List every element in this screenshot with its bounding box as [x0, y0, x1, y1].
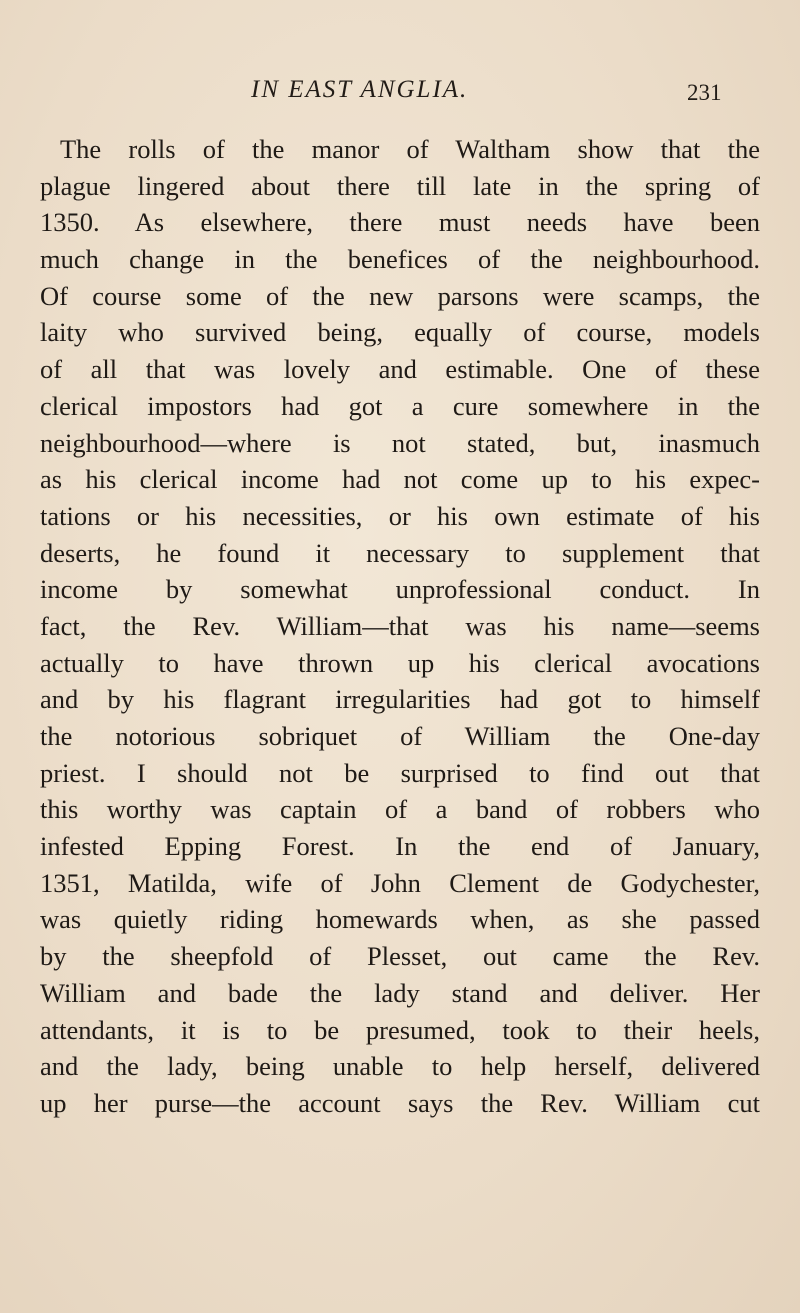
text-line: as his clerical income had not come up to his expec-: [40, 464, 760, 495]
text-line: was quietly riding homewards when, as she passed: [40, 904, 760, 935]
text-line: much change in the benefices of the neighbourhood.: [40, 244, 760, 275]
text-line: William and bade the lady stand and deliver. Her: [40, 977, 760, 1008]
text-line: and by his flagrant irregularities had got to himself: [40, 684, 760, 715]
text-line: priest. I should not be surprised to find out that: [40, 757, 760, 788]
text-line: clerical impostors had got a cure somewhere in the: [40, 390, 760, 421]
text-line: tations or his necessities, or his own estimate of his: [40, 500, 760, 531]
text-line: 1351, Matilda, wife of John Clement de Godychester,: [40, 867, 760, 898]
running-head: [0, 72, 800, 112]
text-line: laity who survived being, equally of course, models: [40, 317, 760, 348]
text-line: deserts, he found it necessary to supplement that: [40, 537, 760, 568]
text-line: and the lady, being unable to help herself, delivered: [40, 1051, 760, 1082]
page-number: 231: [687, 80, 722, 105]
text-line: neighbourhood—where is not stated, but, inasmuch: [40, 427, 760, 458]
text-line: fact, the Rev. William—that was his name—seems: [40, 610, 760, 641]
text-line: this worthy was captain of a band of robbers who: [40, 794, 760, 825]
body-text: [40, 131, 760, 1122]
text-line: The rolls of the manor of Waltham show that the: [60, 134, 760, 164]
text-line: infested Epping Forest. In the end of January,: [40, 831, 760, 862]
text-line: by the sheepfold of Plesset, out came the Rev.: [40, 941, 760, 972]
running-title: IN EAST ANGLIA.: [251, 76, 469, 103]
text-line: income by somewhat unprofessional conduct. In: [40, 574, 760, 605]
text-line: Of course some of the new parsons were scamps, the: [40, 280, 760, 311]
text-line: up her purse—the account says the Rev. William cut: [40, 1087, 760, 1118]
text-line: actually to have thrown up his clerical avocations: [40, 647, 760, 678]
text-line: the notorious sobriquet of William the One-day: [40, 721, 760, 751]
text-line: attendants, it is to be presumed, took to their heels,: [40, 1014, 760, 1045]
text-line: 1350. As elsewhere, there must needs have been: [40, 207, 760, 238]
text-line: of all that was lovely and estimable. One of these: [40, 354, 760, 385]
text-line: plague lingered about there till late in the spring of: [40, 170, 760, 201]
